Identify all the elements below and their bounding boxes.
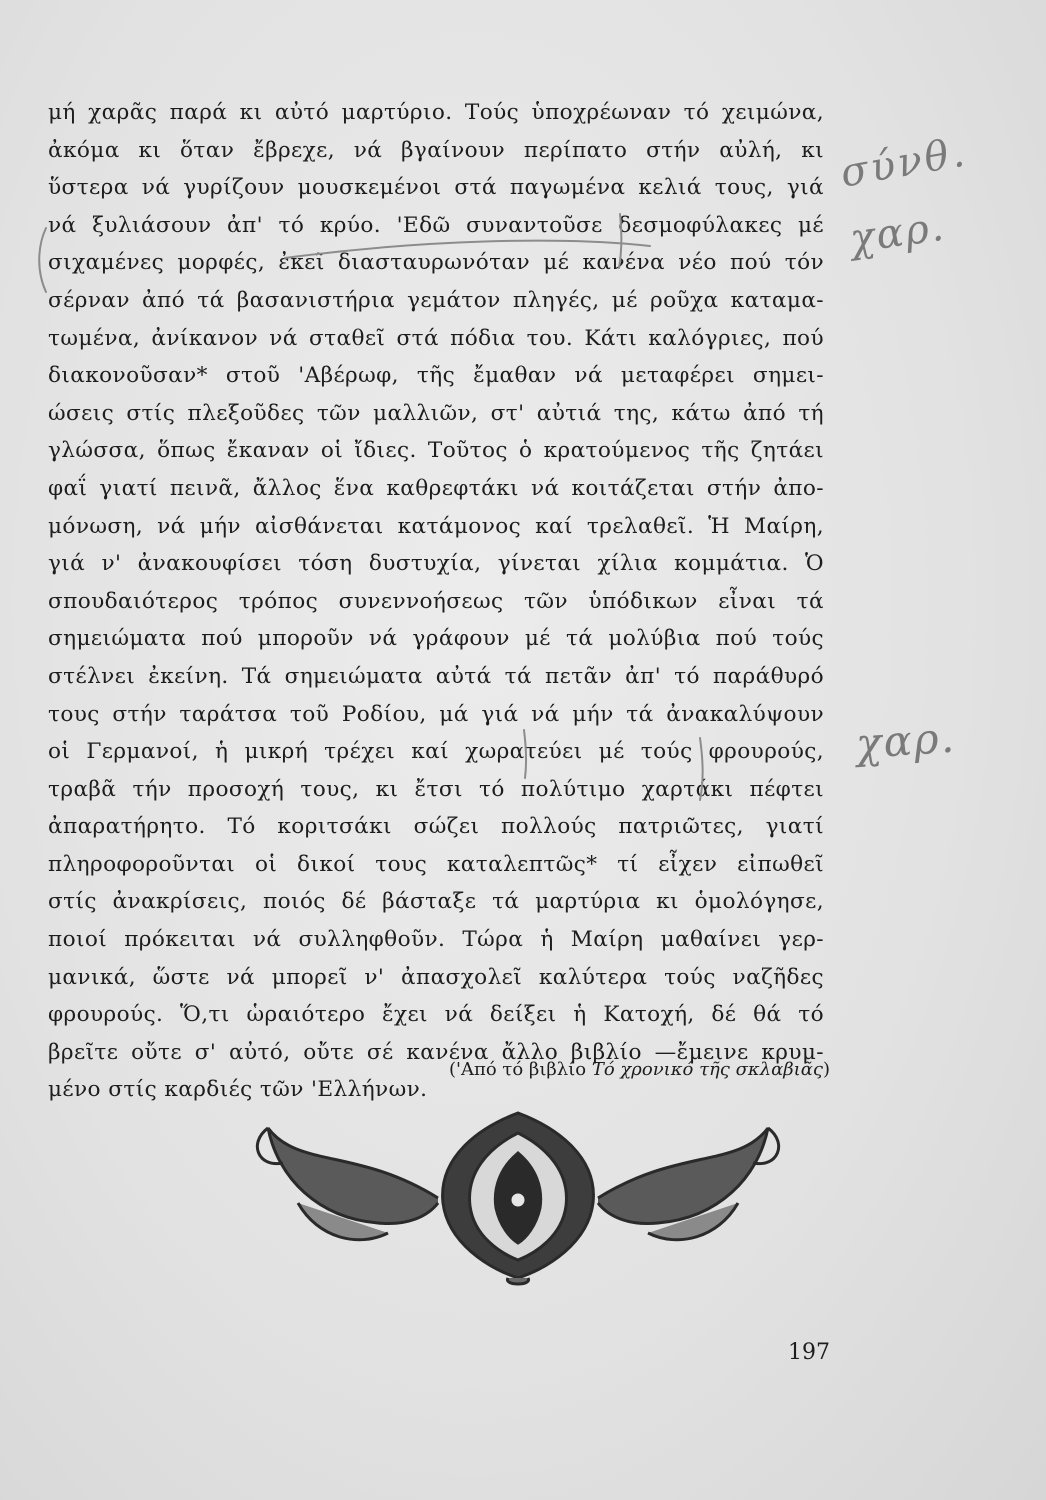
source-suffix: ) [822,1059,830,1080]
text-line: μένο στίς καρδιές τῶν 'Ελλήνων. [48,1077,428,1103]
text-line: γιά ν' ἀνακουφίσει τόση δυστυχία, γίνεται χίλια κομμάτια. Ὁ [48,551,824,577]
text-line: σημειώματα πού μποροῦν νά γράφουν μέ τά μολύβια πού τούς [48,626,824,652]
text-line: ἀπαρατήρητο. Τό κοριτσάκι σώζει πολλούς πατριῶτες, γιατί [48,814,824,840]
text-line: οἱ Γερμανοί, ἡ μικρή τρέχει καί χωρατεύει μέ τούς φρουρούς, [48,739,824,765]
page-number: 197 [788,1340,830,1365]
text-line: φρουρούς. Ὅ,τι ὡραιότερο ἔχει νά δείξει ἡ Κατοχή, δέ θά τό [48,1002,824,1028]
text-line: διακονοῦσαν* στοῦ 'Αβέρωφ, τῆς ἔμαθαν νά μεταφέρει σημει- [48,363,824,389]
source-prefix: ('Από τό βιβλίο [449,1059,592,1080]
body-text [48,94,824,1109]
text-line: φαΐ γιατί πεινᾶ, ἄλλος ἕνα καθρεφτάκι νά κοιτάζεται στήν ἀπο- [48,475,824,501]
text-line: σιχαμένες μορφές, ἐκεῖ διασταυρωνόταν μέ κανένα νέο πού τόν [48,250,824,276]
text-line: ἀκόμα κι ὅταν ἔβρεχε, νά βγαίνουν περίπατο στήν αὐλή, κι [48,137,824,163]
text-line: πληροφοροῦνται οἱ δικοί τους καταλεπτῶς* τί εἶχεν εἰπωθεῖ [48,851,824,877]
text-line: ποιοί πρόκειται νά συλληφθοῦν. Τώρα ἡ Μαίρη μαθαίνει γερ- [48,927,824,953]
text-line: γλώσσα, ὅπως ἔκαναν οἱ ἴδιες. Τοῦτος ὁ κρατούμενος τῆς ζητάει [48,438,824,464]
handwritten-note: χαρ. [854,712,958,769]
source-citation [400,1056,830,1084]
text-line: σπουδαιότερος τρόπος συνεννοήσεως τῶν ὑπόδικων εἶναι τά [48,588,824,614]
handwritten-note: σύνθ. [836,129,971,197]
pencil-bracket-left [39,228,46,292]
text-line: τους στήν ταράτσα τοῦ Ροδίου, μά γιά νά μήν τά ἀνακαλύψουν [48,701,824,727]
text-line: στέλνει ἐκείνη. Τά σημειώματα αὐτά τά πετᾶν ἀπ' τό παράθυρό [48,663,824,689]
text-line: τωμένα, ἀνίκανον νά σταθεῖ στά πόδια του. Κάτι καλόγριες, πού [48,325,824,351]
text-line: στίς ἀνακρίσεις, ποιός δέ βάσταξε τά μαρτύρια κι ὁμολόγησε, [48,889,824,915]
text-line: μανικά, ὥστε νά μπορεῖ ν' ἀπασχολεῖ καλύτερα τούς ναζῆδες [48,964,824,990]
text-line: βρεῖτε οὔτε σ' αὐτό, οὔτε σέ κανένα ἄλλο βιβλίο —ἔμεινε κρυμ- [48,1039,824,1065]
text-line: μή χαρᾶς παρά κι αὐτό μαρτύριο. Τούς ὑποχρέωναν τό χειμώνα, [48,100,824,125]
source-book-title: Τό χρονικό τῆς σκλαβιᾶς [591,1059,823,1080]
text-line: τραβᾶ τήν προσοχή τους, κι ἔτσι τό πολύτιμο χαρτάκι πέφτει [48,776,824,802]
text-line: νά ξυλιάσουν ἀπ' τό κρύο. 'Εδῶ συναντοῦσε δεσμοφύλακες μέ [48,212,824,238]
handwritten-note: χαρ. [847,203,949,263]
text-line: μόνωση, νά μήν αἰσθάνεται κατάμονος καί τρελαθεῖ. Ἡ Μαίρη, [48,513,824,539]
decorative-ornament [238,1108,838,1288]
text-line: σέρναν ἀπό τά βασανιστήρια γεμάτον πληγές, μέ ροῦχα καταμα- [48,287,824,313]
text-line: ὕστερα νά γυρίζουν μουσκεμένοι στά παγωμένα κελιά τους, γιά [48,175,824,201]
text-line: ώσεις στίς πλεξοῦδες τῶν μαλλιῶν, στ' αὐτιά της, κάτω ἀπό τή [48,400,824,426]
